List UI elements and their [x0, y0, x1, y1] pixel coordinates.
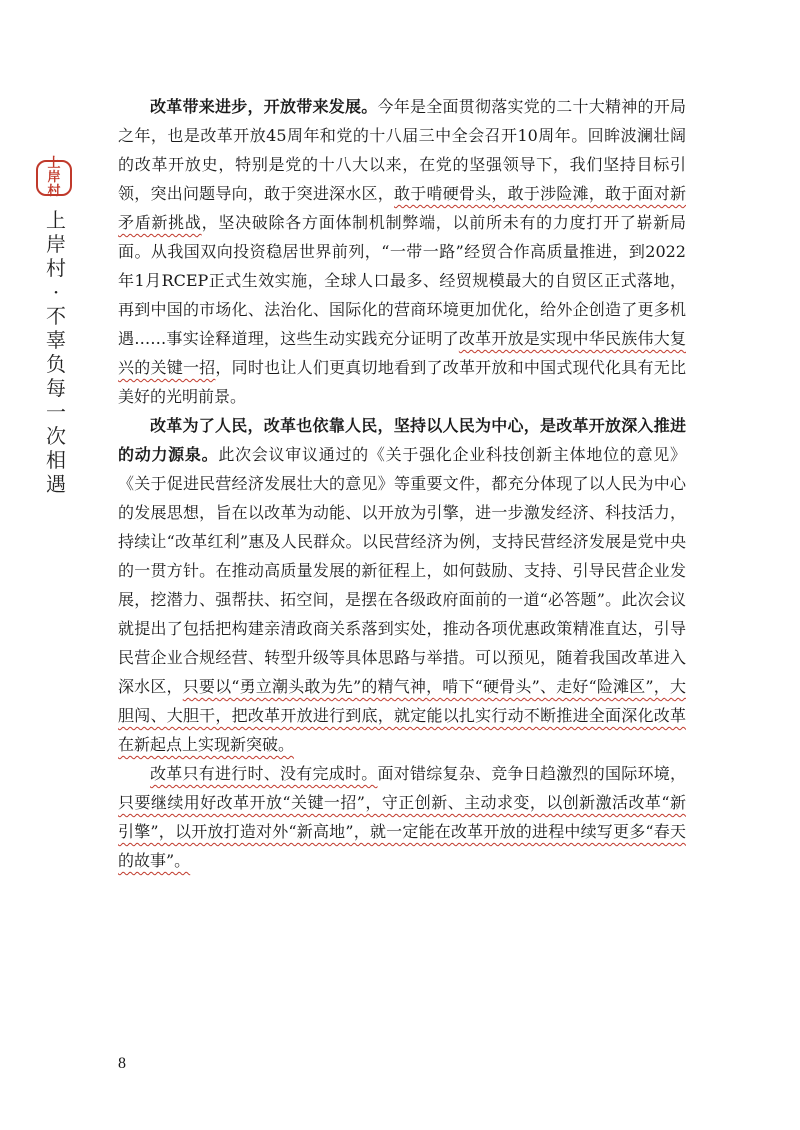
underlined-text: 改革只有进行时、没有完成时。 [150, 764, 378, 783]
underlined-text: 敢于啃硬骨头，敢于涉险滩，敢于面对新矛盾新挑战 [118, 184, 686, 232]
seal-text: 上岸村 [47, 156, 61, 199]
side-title: 上岸村·不辜负每一次相遇 [46, 208, 66, 496]
underlined-text: 只要继续用好改革开放“关键一招”，守正创新、主动求变，以创新激活改革“新引擎”，以开放打造对外“新高地”，就一定能在改革开放的进程中续写更多“春天的故事”。 [118, 793, 686, 870]
bold-lead-sentence: 改革带来进步，开放带来发展。 [150, 97, 378, 116]
village-seal [36, 156, 72, 199]
paragraph-text: ，同时也让人们更真切地看到了改革开放和中国式现代化具有无比美好的光明前景。 [118, 358, 686, 406]
paragraph-text: 面对错综复杂、竞争日趋激烈的国际环境， [377, 764, 686, 783]
paragraph-text: 此次会议审议通过的《关于强化企业科技创新主体地位的意见》《关于促进民营经济发展壮大的意见》等重要文件，都充分体现了以人民为中心的发展思想，旨在以改革为动能、以开放为引擎，进一步激发经济、科技活力，持续让“改革红利”惠及人民群众。以民营经济为例，支持民营经济发展是党中央的一贯方针。在推动高质量发展的新征程上，如何鼓励、支持、引导民营企业发展，挖潜力、强帮扶、拓空间，是摆在各级政府面前的一道“必答题”。此次会议就提出了包括把构建亲清政商关系落到实处，推动各项优惠政策精准直达，引导民营企业合规经营、转型升级等具体思路与举措。可以预见，随着我国改革进入深水区， [118, 445, 686, 696]
bold-lead-sentence: 改革为了人民，改革也依靠人民，坚持以人民为中心，是改革开放深入推进的动力源泉。 [118, 416, 686, 464]
paragraph [118, 411, 686, 759]
underlined-text: 改革开放是实现中华民族伟大复兴的关键一招 [118, 329, 686, 377]
paragraph-text: ，坚决破除各方面体制机制弊端，以前所未有的力度打开了崭新局面。从我国双向投资稳居世界前列，“一带一路”经贸合作高质量推进，到2022年1月RCEP正式生效实施，全球人口最多、经贸规模最大的自贸区正式落地，再到中国的市场化、法治化、国际化的营商环境更加优化，给外企创造了更多机遇……事实诠释道理，这些生动实践充分证明了 [118, 213, 686, 348]
page-number: 8 [118, 1055, 126, 1072]
article-body [118, 92, 686, 875]
underlined-text: 只要以“勇立潮头敢为先”的精气神，啃下“硬骨头”、走好“险滩区”，大胆闯、大胆干，把改革开放进行到底，就定能以扎实行动不断推进全面深化改革在新起点上实现新突破。 [118, 677, 686, 754]
paragraph [118, 92, 686, 411]
paragraph-text: 今年是全面贯彻落实党的二十大精神的开局之年，也是改革开放45周年和党的十八届三中全会召开10周年。回眸波澜壮阔的改革开放史，特别是党的十八大以来，在党的坚强领导下，我们坚持目标引领，突出问题导向，敢于突进深水区， [118, 97, 686, 203]
paragraph [118, 759, 686, 875]
